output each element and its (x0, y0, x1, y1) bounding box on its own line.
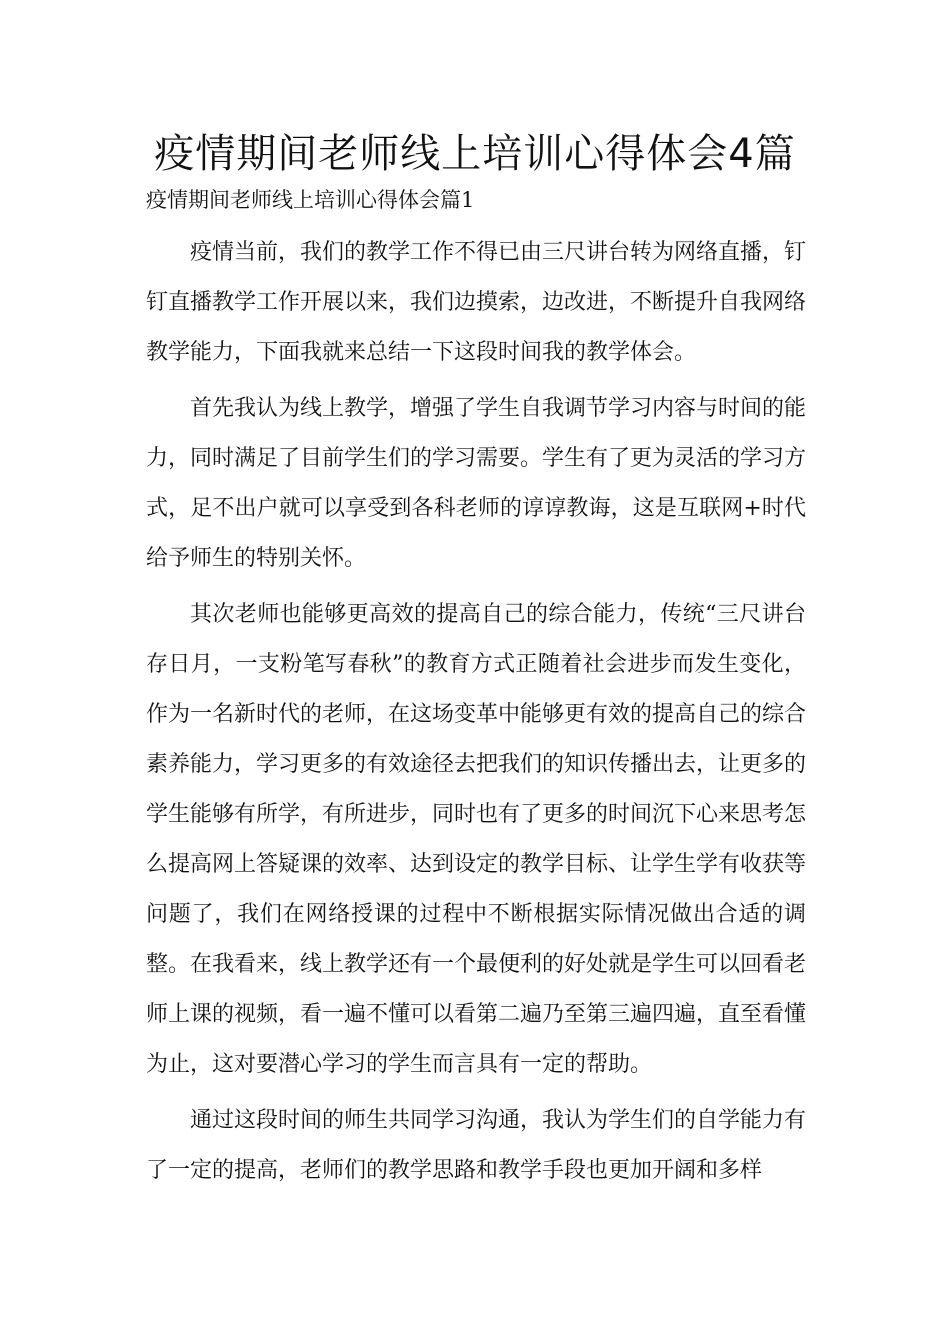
document-body (146, 228, 806, 1202)
paragraph-4: 通过这段时间的师生共同学习沟通，我认为学生们的自学能力有了一定的提高，老师们的教学思路和教学手段也更加开阔和多样 (146, 1108, 807, 1183)
paragraph-2: 首先我认为线上教学，增强了学生自我调节学习内容与时间的能力，同时满足了目前学生们的学习需要。学生有了更为灵活的学习方式，足不出户就可以享受到各科老师的谆谆教诲，这是互联网+时代给予师生的特别关怀。 (146, 396, 807, 571)
paragraph-3: 其次老师也能够更高效的提高自己的综合能力，传统“三尺讲台存日月，一支粉笔写春秋”的教育方式正随着社会进步而发生变化，作为一名新时代的老师，在这场变革中能够更有效的提高自己的综合素养能力，学习更多的有效途径去把我们的知识传播出去，让更多的学生能够有所学，有所进步，同时也有了更多的时间沉下心来思考怎么提高网上答疑课的效率、达到设定的教学目标、让学生学有收获等问题了，我们在网络授课的过程中不断根据实际情况做出合适的调整。在我看来，线上教学还有一个最便利的好处就是学生可以回看老师上课的视频，看一遍不懂可以看第二遍乃至第三遍四遍，直至看懂为止，这对要潜心学习的学生而言具有一定的帮助。 (146, 602, 807, 1077)
document-title: 疫情期间老师线上培训心得体会4篇 (154, 131, 796, 177)
paragraph-1: 疫情当前，我们的教学工作不得已由三尺讲台转为网络直播，钉钉直播教学工作开展以来，我们边摸索，边改进，不断提升自我网络教学能力，下面我就来总结一下这段时间我的教学体会。 (146, 240, 807, 365)
section-subheading: 疫情期间老师线上培训心得体会篇1 (146, 188, 475, 212)
